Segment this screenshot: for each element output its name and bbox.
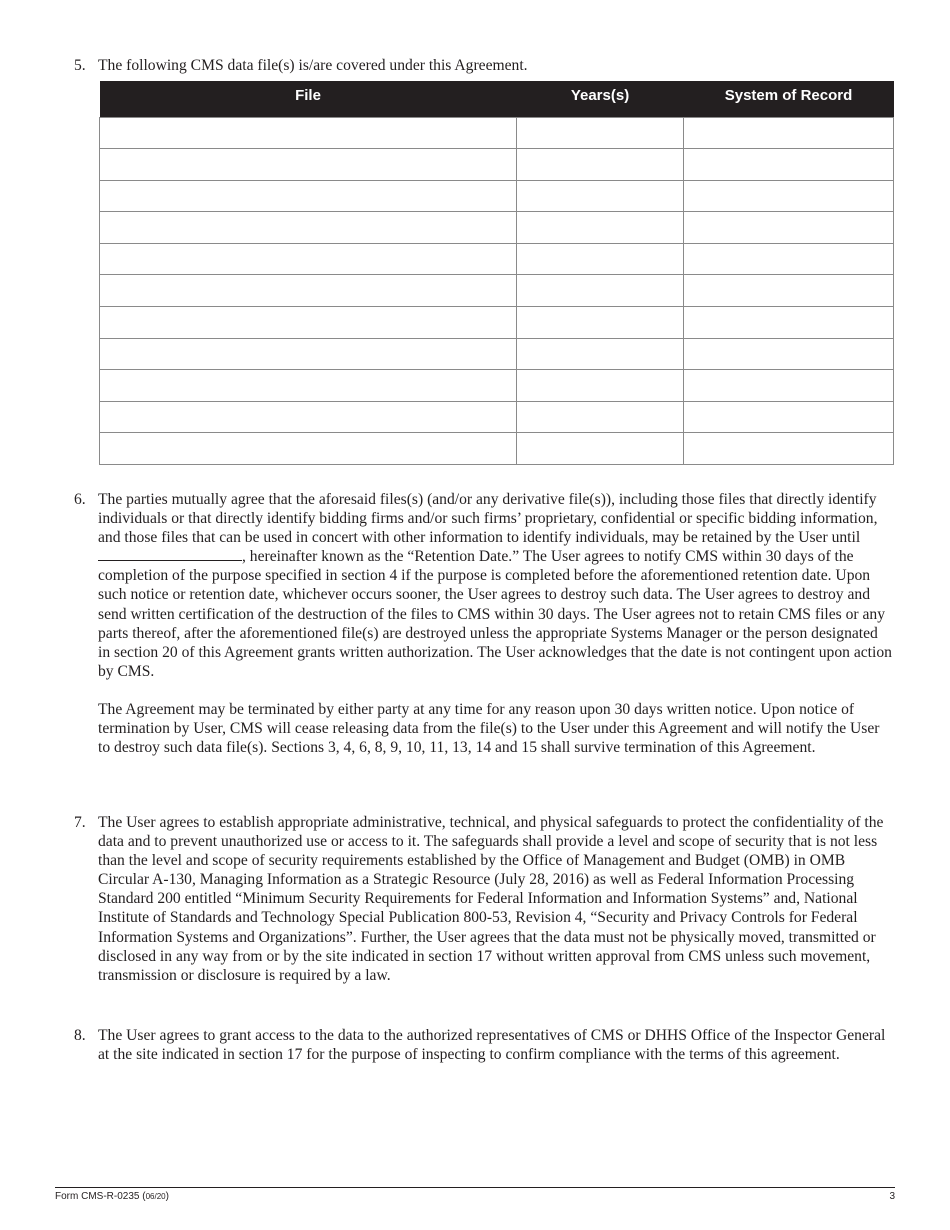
file-cell[interactable] <box>100 149 517 181</box>
years-cell[interactable] <box>517 401 684 433</box>
system-of-record-cell[interactable] <box>684 117 894 149</box>
retention-paragraph <box>98 490 892 681</box>
file-cell[interactable] <box>100 275 517 307</box>
section-text: The following CMS data file(s) is/are covered under this Agreement. <box>98 57 528 74</box>
table-row <box>100 212 894 244</box>
years-cell[interactable] <box>517 275 684 307</box>
system-of-record-cell[interactable] <box>684 338 894 370</box>
section-5 <box>74 56 892 75</box>
file-cell[interactable] <box>100 338 517 370</box>
table-row <box>100 117 894 149</box>
file-cell[interactable] <box>100 243 517 275</box>
table-row <box>100 180 894 212</box>
file-cell[interactable] <box>100 180 517 212</box>
system-of-record-cell[interactable] <box>684 212 894 244</box>
section-text: The User agrees to establish appropriate administrative, technical, and physical safeguards to protect the confidentiality of the data and to prevent unauthorized use or access to it. The safeguards shall provide a level and scope of security that is not less than the level and scope of security requirements established by the Office of Management and Budget (OMB) in OMB Circular A-130, Managing Information as a Strategic Resource (July 28, 2016) as well as Federal Information Processing Standard 200 entitled “Minimum Security Requirements for Federal Information and Information Systems” and, National Institute of Standards and Technology Special Publication 800-53, Revision 4, “Security and Privacy Controls for Federal Information Systems and Organizations”. Further, the User agrees that the data must not be physically moved, transmitted or disclosed in any way from or by the site indicated in section 17 without written approval from CMS unless such movement, transmission or disclosure is required by a law. <box>98 814 884 984</box>
years-cell[interactable] <box>517 180 684 212</box>
years-cell[interactable] <box>517 307 684 339</box>
termination-paragraph: The Agreement may be terminated by either party at any time for any reason upon 30 days written notice. Upon notice of termination by User, CMS will cease releasing data from the file(s) to the User under this Agreement and will notify the User to destroy such data file(s). Sections 3, 4, 6, 8, 9, 10, 11, 13, 14 and 15 shall survive termination of this Agreement. <box>98 700 880 757</box>
file-cell[interactable] <box>100 307 517 339</box>
section-text: The User agrees to grant access to the data to the authorized representatives of CMS or DHHS Office of the Inspector General at the site indicated in section 17 for the purpose of inspecting to confirm compliance with the terms of this agreement. <box>98 1027 886 1064</box>
file-cell[interactable] <box>100 117 517 149</box>
table-row <box>100 433 894 465</box>
section-number: 7. <box>74 814 86 831</box>
system-of-record-cell[interactable] <box>684 401 894 433</box>
system-of-record-cell[interactable] <box>684 180 894 212</box>
section-8 <box>74 1026 892 1064</box>
section-number: 5. <box>74 57 86 74</box>
retention-text-end: , hereinafter known as the “Retention Date.” The User agrees to notify CMS within 30 days of the completion of the purpose specified in section 4 if the purpose is completed before the aforementioned retention date. Upon such notice or retention date, whichever occurs sooner, the User agrees to destroy such data. The User agrees to destroy and send written certification of the destruction of the files to CMS within 30 days. The User agrees not to retain CMS files or any parts thereof, after the aforementioned file(s) are destroyed unless the appropriate Systems Manager or the person designated in section 20 of this Agreement grants written authorization. The User acknowledges that the date is not contingent upon action by CMS. <box>98 548 892 680</box>
table-row <box>100 401 894 433</box>
table-header-row <box>100 81 894 117</box>
table-row <box>100 370 894 402</box>
table-row <box>100 338 894 370</box>
section-number: 6. <box>74 491 86 508</box>
column-header-system-of-record: System of Record <box>684 81 894 117</box>
years-cell[interactable] <box>517 117 684 149</box>
section-6 <box>74 490 892 757</box>
table-row <box>100 243 894 275</box>
system-of-record-cell[interactable] <box>684 275 894 307</box>
table-row <box>100 307 894 339</box>
page-number: 3 <box>889 1191 895 1202</box>
column-header-years: Years(s) <box>517 81 684 117</box>
file-cell[interactable] <box>100 212 517 244</box>
years-cell[interactable] <box>517 243 684 275</box>
table-row <box>100 275 894 307</box>
system-of-record-cell[interactable] <box>684 307 894 339</box>
system-of-record-cell[interactable] <box>684 243 894 275</box>
page-footer <box>55 1187 895 1202</box>
form-number: Form CMS-R-0235 (06/20) <box>55 1191 169 1202</box>
section-number: 8. <box>74 1027 86 1044</box>
years-cell[interactable] <box>517 338 684 370</box>
system-of-record-cell[interactable] <box>684 433 894 465</box>
file-cell[interactable] <box>100 433 517 465</box>
system-of-record-cell[interactable] <box>684 149 894 181</box>
section-7 <box>74 813 892 985</box>
data-files-table <box>99 81 894 465</box>
years-cell[interactable] <box>517 433 684 465</box>
system-of-record-cell[interactable] <box>684 370 894 402</box>
retention-text-start: The parties mutually agree that the aforesaid files(s) (and/or any derivative file(s)), including those files that directly identify individuals or that directly identify bidding firms and/or such firms’ proprietary, confidential or specific bidding information, and those files that can be used in concert with other information to identify individuals, may be retained by the User until <box>98 491 878 547</box>
form-date: 06/20 <box>145 1192 166 1201</box>
table-row <box>100 149 894 181</box>
years-cell[interactable] <box>517 149 684 181</box>
file-cell[interactable] <box>100 401 517 433</box>
years-cell[interactable] <box>517 370 684 402</box>
file-cell[interactable] <box>100 370 517 402</box>
column-header-file: File <box>100 81 517 117</box>
retention-date-blank[interactable] <box>98 547 242 561</box>
years-cell[interactable] <box>517 212 684 244</box>
